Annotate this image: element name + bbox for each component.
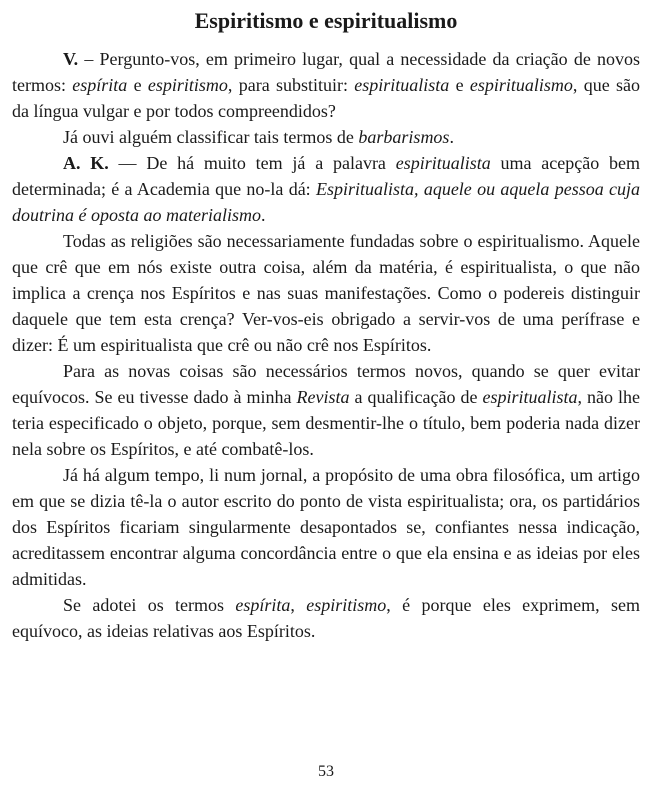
paragraph [12, 150, 640, 228]
paragraph [12, 124, 640, 150]
italic-text: espiritualista [395, 153, 491, 173]
italic-text: espírita [235, 595, 291, 615]
italic-text: espiritualismo [469, 75, 573, 95]
text-run: Se adotei os termos [63, 595, 236, 615]
text-run: – Pergunto-vos, em primeiro lugar, qual a necessidade da criação de novos termos: [12, 49, 640, 95]
text-run: uma acepção bem determinada; é a Academia que no-la dá: [12, 153, 640, 199]
italic-text: barbarismos [358, 127, 450, 147]
paragraph [12, 462, 640, 592]
italic-text: espírita [72, 75, 128, 95]
text-run: , para substituir: [227, 75, 355, 95]
italic-text: espiritualista [482, 387, 578, 407]
paragraph [12, 228, 640, 358]
text-run: — De há muito tem já a palavra [108, 153, 396, 173]
text-run: , que são da língua vulgar e por todos compreendidos? [12, 75, 640, 121]
italic-text: espiritismo [147, 75, 228, 95]
text-run: , [290, 595, 307, 615]
page-number: 53 [318, 763, 334, 780]
text-run: Já ouvi alguém classificar tais termos de [63, 127, 359, 147]
text-run: Para as novas coisas são necessários termos novos, quando se quer evitar equívocos. Se eu tivesse dado à minha [12, 361, 640, 407]
text-run: Já há algum tempo, li num jornal, a propósito de uma obra filosófica, um artigo em que se dizia tê-la o autor escrito do ponto de vista espiritualista; ora, os partidários dos Espíritos ficariam singularmente desapontados se, confiantes nessa indicação, acreditassem encontrar alguma concordância entre o que ela ensina e as ideias por eles admitidas. [12, 465, 640, 589]
italic-text: Revista [296, 387, 350, 407]
chapter-title: Espiritismo e espiritualismo [194, 8, 458, 33]
text-run: . [449, 127, 454, 147]
paragraph [12, 358, 640, 462]
text-run: e [449, 75, 470, 95]
text-run: a qualificação de [349, 387, 483, 407]
italic-text: espiritismo [306, 595, 387, 615]
text-run: e [127, 75, 148, 95]
speaker-label: A. K. [63, 153, 109, 173]
text-run: Todas as religiões são necessariamente fundadas sobre o espiritualismo. Aquele que crê que em nós existe outra coisa, além da matéria, é espiritualista, o que não implica a crença nos Espíritos e nas suas manifestações. Como o podereis distinguir daquele que tem esta crença? Ver-vos-eis obrigado a servir-vos de uma perífrase e dizer: É um espiritualista que crê ou não crê nos Espíritos. [12, 231, 640, 355]
text-run: , não lhe teria especificado o objeto, porque, sem desmentir-lhe o título, bem poderia nada dizer nela sobre os Espíritos, e até combatê-los. [12, 387, 641, 459]
speaker-label: V. [63, 49, 79, 69]
paragraph [12, 592, 640, 644]
body-text [12, 46, 640, 644]
text-run: , é porque eles exprimem, sem equívoco, as ideias relativas aos Espíritos. [12, 595, 640, 641]
italic-text: espiritualista [354, 75, 450, 95]
paragraph [12, 46, 640, 124]
italic-text: Espiritualista, aquele ou aquela pessoa cuja doutrina é oposta ao materialismo [12, 179, 640, 225]
text-run: . [261, 205, 266, 225]
